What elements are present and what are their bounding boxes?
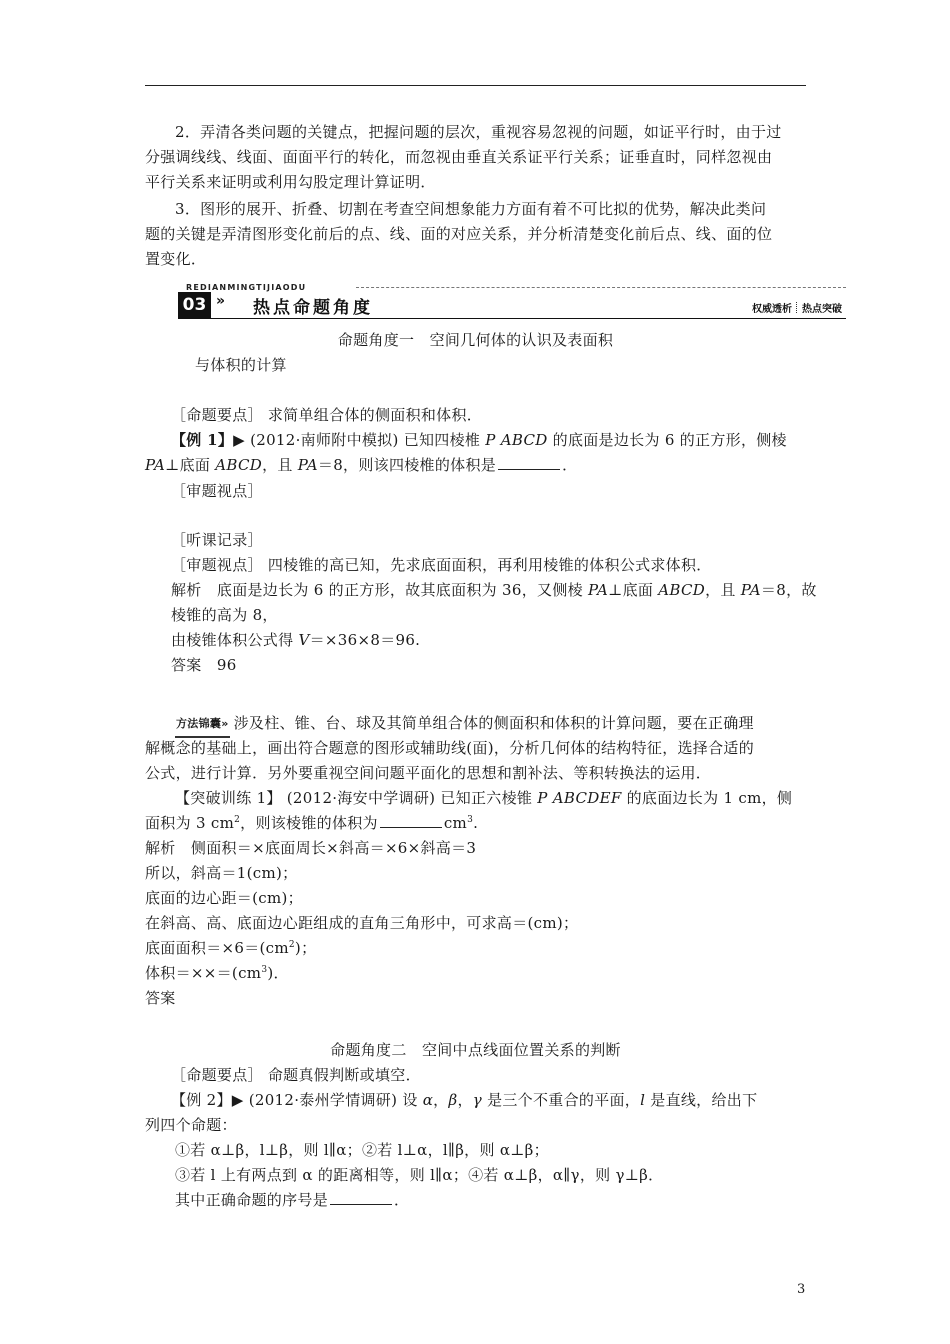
para2-line2: 分强调线线、线面、面面平行的转化，而忽视由垂直关系证平行关系；证垂直时，同样忽视由 [145, 148, 773, 166]
example1-period: ． [562, 456, 578, 474]
answer1: 答案 96 [171, 656, 237, 674]
para3-line3: 置变化． [145, 250, 207, 268]
solution1-text-c: ⊥底面 [608, 581, 659, 599]
training1-sol-5b: )； [294, 939, 317, 957]
banner-underline [178, 318, 846, 319]
example2-question-text: 其中正确命题的序号是 [175, 1191, 329, 1209]
training1-line1 [175, 787, 792, 809]
example1-text-a: (2012·南师附中模拟) 已知四棱椎 [245, 431, 486, 449]
header-rule [145, 85, 806, 86]
example2-question [175, 1189, 409, 1211]
angle2-key-point: ［命题要点］ 命题真假判断或填空． [171, 1066, 421, 1084]
tagline-a: 权威透析 [752, 304, 792, 315]
angle1-title: 命题角度一 空间几何体的认识及表面积 [337, 331, 614, 349]
comma-1: ， [433, 1091, 449, 1109]
method-text-1: 涉及柱、锥、台、球及其简单组合体的侧面积和体积的计算问题，要在正确理 [233, 714, 754, 732]
solution1-abcd: ABCD [658, 581, 706, 599]
training1-sol-6 [145, 962, 289, 984]
training1-text-c: 的底面边长为 1 cm，侧 [621, 789, 793, 807]
section-title: 热点命题角度 [253, 298, 373, 318]
banner-dashed-line [356, 287, 846, 288]
para2-line1: 2．弄清各类问题的关键点，把握问题的层次，重视容易忽视的问题，如证平行时，由于过 [175, 123, 782, 141]
angle2-title: 命题角度二 空间中点线面位置关系的判断 [330, 1041, 621, 1059]
example1-text-question: ＝8，则该四棱椎的体积是 [317, 456, 497, 474]
example2-text-g: 是三个不重合的平面， [482, 1091, 641, 1109]
tagline-separator [796, 302, 798, 313]
play-arrow-icon: ▶ [233, 431, 246, 449]
unit-cm: cm [443, 814, 468, 832]
banner-tagline [752, 300, 842, 315]
view-heading: ［审题视点］ [171, 482, 263, 500]
edge-pa-2: PA [297, 456, 318, 474]
sup-2: 2 [234, 815, 241, 825]
solution1-text-a: 解析 底面是边长为 6 的正方形，故其底面积为 36，又侧棱 [171, 581, 589, 599]
alpha: α [422, 1091, 434, 1109]
training1-sol-5a: 底面面积＝×6＝(cm [145, 939, 289, 957]
training1-sol-3: 底面的边心距＝(cm)； [145, 889, 303, 907]
edge-pa: PA [145, 456, 166, 474]
proposition-1-2: ①若 α⊥β，l⊥β，则 l∥α；②若 l⊥α，l∥β，则 α⊥β； [175, 1141, 549, 1159]
answer-blank[interactable] [498, 455, 560, 470]
line-l: l [640, 1091, 646, 1109]
para3-line1: 3．图形的展开、折叠、切割在考查空间想象能力方面有着不可比拟的优势，解决此类问 [175, 200, 767, 218]
para2-line3: 平行关系来证明或利用勾股定理计算证明． [145, 173, 436, 191]
solution1-line1 [171, 579, 817, 601]
training1-sol-6b: )． [267, 964, 289, 982]
double-chevron-icon: » [216, 293, 226, 309]
hex-pyramid-name: P ABCDEF [537, 789, 622, 807]
beta: β [448, 1091, 458, 1109]
training1-sol-1: 解析 侧面积＝×底面周长×斜高＝×6×斜高＝3 [145, 839, 477, 857]
page-number: 3 [797, 1282, 806, 1297]
solution1-v: V [298, 631, 310, 649]
training1-line2 [145, 812, 478, 834]
method-label: 方法锦囊» [175, 713, 230, 738]
example2-period: ． [394, 1191, 410, 1209]
training1-sol-2: 所以，斜高＝1(cm)； [145, 864, 298, 882]
pyramid-name: P ABCD [485, 431, 548, 449]
example1-line2 [145, 454, 577, 476]
solution1-line3 [171, 629, 420, 651]
base-abcd: ABCD [215, 456, 263, 474]
view-text: ［审题视点］ 四棱锥的高已知，先求底面面积，再利用棱锥的体积公式求体积． [171, 556, 712, 574]
sup-3: 3 [467, 815, 474, 825]
example1-label: 【例 1】 [171, 431, 234, 449]
solution1-pa-2: PA [740, 581, 761, 599]
training-answer-blank[interactable] [380, 813, 442, 828]
solution1-text-g: ＝8，故 [760, 581, 817, 599]
para3-line2: 题的关键是弄清图形变化前后的点、线、面的对应关系，并分析清楚变化前后点、线、面的位 [145, 225, 773, 243]
training1-sol-5 [145, 937, 316, 959]
angle1-key-point: ［命题要点］ 求简单组合体的侧面积和体积． [171, 406, 483, 424]
example2-answer-blank[interactable] [330, 1190, 392, 1205]
example1-text-and: ，且 [262, 456, 298, 474]
solution1-pa: PA [588, 581, 609, 599]
angle1-title-cont: 与体积的计算 [195, 356, 287, 374]
training1-text-a: 【突破训练 1】 (2012·海安中学调研) 已知正六棱锥 [175, 789, 538, 807]
training1-period: . [473, 814, 479, 832]
training1-sol-6a: 体积＝××＝(cm [145, 964, 262, 982]
example2-text-i: 是直线，给出下 [645, 1091, 758, 1109]
method-line1 [175, 712, 754, 739]
example1-text-perp: ⊥底面 [165, 456, 216, 474]
sup-2b: 2 [288, 940, 295, 950]
section-number-box: 03 [178, 292, 211, 319]
solution1-text-e: ，且 [705, 581, 741, 599]
method-line3: 公式，进行计算．另外要重视空间问题平面化的思想和割补法、等积转换法的运用． [145, 764, 712, 782]
example1-line1 [171, 429, 787, 451]
solution1-line2: 棱锥的高为 8， [171, 606, 278, 624]
training1-text-b2: ，则该棱锥的体积为 [240, 814, 378, 832]
solution1-formula-c: ＝×36×8＝96. [309, 631, 421, 649]
training1-answer: 答案 [145, 989, 176, 1007]
example2-line2: 列四个命题： [145, 1116, 237, 1134]
training1-text-a2: 面积为 3 cm [145, 814, 235, 832]
example1-text-c: 的底面是边长为 6 的正方形，侧棱 [547, 431, 787, 449]
gamma: γ [472, 1091, 483, 1109]
example2-line1 [171, 1089, 757, 1111]
banner-pinyin: REDIANMINGTIJIAODU [186, 283, 307, 292]
sup-3b: 3 [261, 965, 268, 975]
section-banner [178, 283, 846, 319]
training1-sol-4: 在斜高、高、底面边心距组成的直角三角形中，可求高＝(cm)； [145, 914, 579, 932]
notes-heading: ［听课记录］ [171, 531, 263, 549]
proposition-3-4: ③若 l 上有两点到 α 的距离相等，则 l∥α；④若 α⊥β，α∥γ，则 γ⊥β． [175, 1166, 664, 1184]
tagline-b: 热点突破 [802, 304, 842, 315]
method-line2: 解概念的基础上，画出符合题意的图形或辅助线(面)，分析几何体的结构特征，选择合适的 [145, 739, 755, 757]
solution1-formula-a: 由棱锥体积公式得 [171, 631, 299, 649]
comma-2: ， [457, 1091, 473, 1109]
example2-text-a: 【例 2】▶ (2012·泰州学情调研) 设 [171, 1091, 423, 1109]
